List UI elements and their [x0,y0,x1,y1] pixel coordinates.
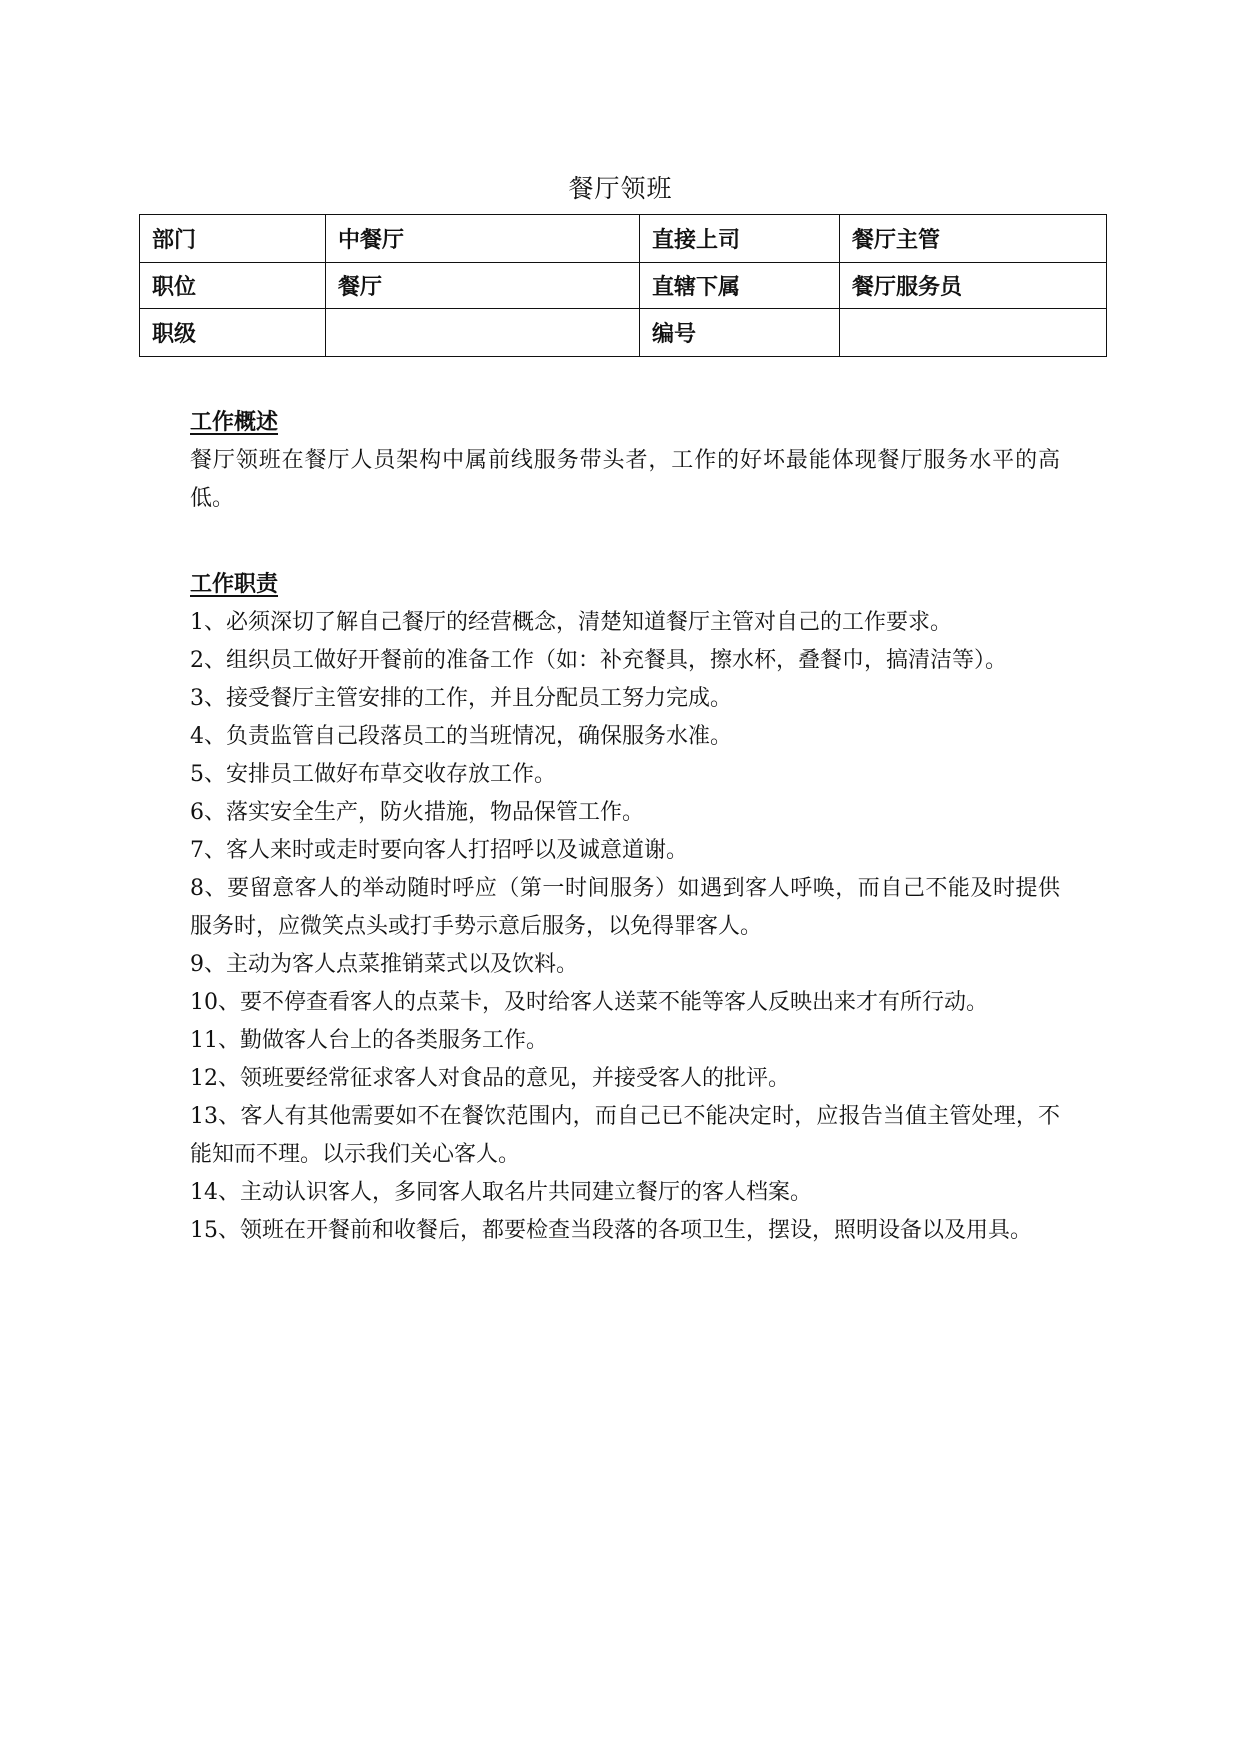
duty-number: 3、 [190,686,226,711]
list-item [190,946,1060,984]
duty-number: 11、 [190,1028,240,1053]
duty-number: 14、 [190,1180,240,1205]
duty-number: 10、 [190,990,240,1015]
table-row-department [140,215,1107,263]
list-item [190,1174,1060,1212]
duty-number: 1、 [190,610,226,635]
duty-text: 要留意客人的举动随时呼应（第一时间服务）如遇到客人呼唤，而自己不能及时提供服务时，应微笑点头或打手势示意后服务，以免得罪客人。 [190,876,1060,939]
subordinates-value: 餐厅服务员 [840,263,1107,309]
duty-text: 主动为客人点菜推销菜式以及饮料。 [226,952,579,977]
duty-number: 4、 [190,724,226,749]
department-value: 中餐厅 [326,215,640,263]
list-item [190,1022,1060,1060]
duty-number: 8、 [190,876,228,901]
duties-heading: 工作职责 [190,572,279,597]
list-item [190,832,1060,870]
table-row-position [140,263,1107,309]
grade-label: 职级 [140,309,326,357]
list-item [190,680,1060,718]
list-item [190,794,1060,832]
duty-number: 12、 [190,1066,240,1091]
duty-text: 落实安全生产，防火措施，物品保管工作。 [226,800,645,825]
job-info-table [139,214,1107,357]
direct-supervisor-value: 餐厅主管 [840,215,1107,263]
serial-number-value [840,309,1107,357]
page-title: 餐厅领班 [568,174,673,203]
duties-list [190,604,1060,1250]
duty-text: 主动认识客人，多同客人取名片共同建立餐厅的客人档案。 [240,1180,813,1205]
duty-text: 接受餐厅主管安排的工作，并且分配员工努力完成。 [226,686,733,711]
section-spacer [190,518,1060,566]
grade-value [326,309,640,357]
position-value: 餐厅 [326,263,640,309]
subordinates-label: 直辖下属 [640,263,840,309]
duty-number: 13、 [190,1104,241,1129]
duty-text: 客人来时或走时要向客人打招呼以及诚意道谢。 [226,838,689,863]
list-item [190,718,1060,756]
duty-text: 要不停查看客人的点菜卡，及时给客人送菜不能等客人反映出来才有所行动。 [240,990,989,1015]
direct-supervisor-label: 直接上司 [640,215,840,263]
list-item [190,604,1060,642]
duty-text: 组织员工做好开餐前的准备工作（如：补充餐具，擦水杯，叠餐巾，搞清洁等）。 [226,648,1008,673]
duty-text: 领班要经常征求客人对食品的意见，并接受客人的批评。 [240,1066,791,1091]
duty-number: 7、 [190,838,226,863]
list-item [190,984,1060,1022]
overview-text: 餐厅领班在餐厅人员架构中属前线服务带头者，工作的好坏最能体现餐厅服务水平的高低。 [190,448,1060,511]
duty-text: 负责监管自己段落员工的当班情况，确保服务水准。 [226,724,733,749]
department-label: 部门 [140,215,326,263]
duty-number: 2、 [190,648,226,673]
list-item [190,1098,1060,1174]
duty-number: 15、 [190,1218,240,1243]
duty-text: 安排员工做好布草交收存放工作。 [226,762,557,787]
list-item [190,1060,1060,1098]
duty-text: 必须深切了解自己餐厅的经营概念，清楚知道餐厅主管对自己的工作要求。 [226,610,953,635]
document-body [190,404,1060,1250]
list-item [190,642,1060,680]
duty-number: 9、 [190,952,226,977]
overview-heading: 工作概述 [190,410,279,435]
serial-number-label: 编号 [640,309,840,357]
position-label: 职位 [140,263,326,309]
duty-text: 勤做客人台上的各类服务工作。 [240,1028,549,1053]
duty-text: 客人有其他需要如不在餐饮范围内，而自己已不能决定时，应报告当值主管处理，不能知而不理。以示我们关心客人。 [190,1104,1060,1167]
duty-text: 领班在开餐前和收餐后，都要检查当段落的各项卫生，摆设，照明设备以及用具。 [240,1218,1033,1243]
list-item [190,870,1060,946]
list-item [190,1212,1060,1250]
duty-number: 6、 [190,800,226,825]
duty-number: 5、 [190,762,226,787]
list-item [190,756,1060,794]
table-row-grade [140,309,1107,357]
